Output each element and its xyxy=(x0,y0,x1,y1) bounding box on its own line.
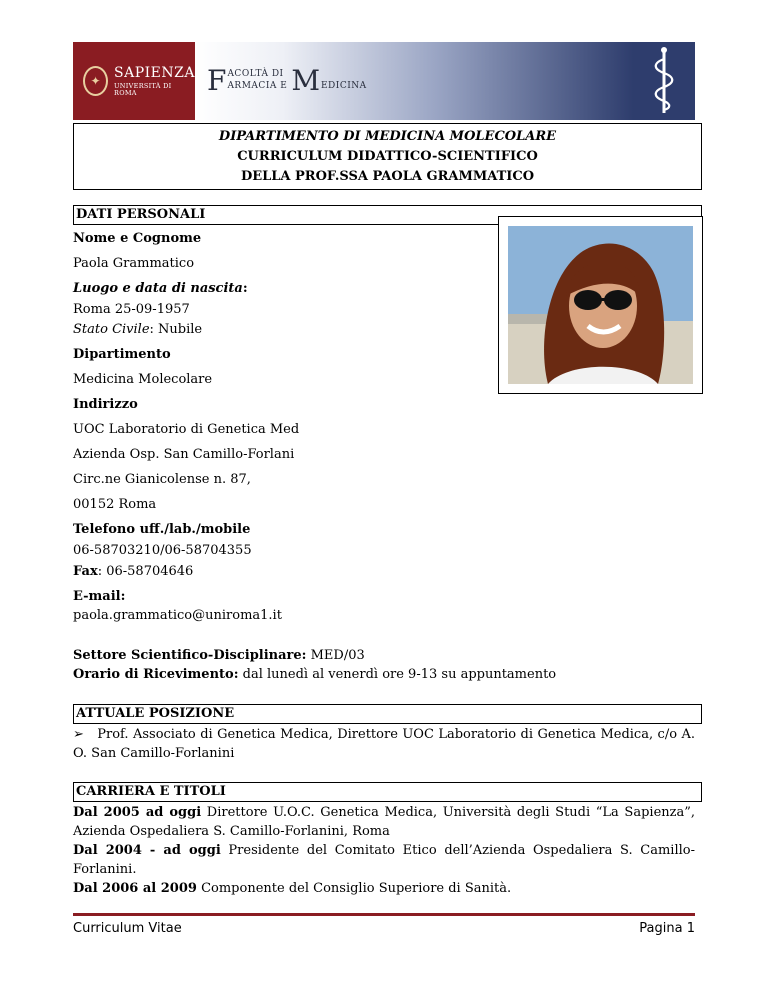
birth-colon: : xyxy=(242,281,248,296)
address-label: Indirizzo xyxy=(73,397,138,412)
email-value[interactable]: paola.grammatico@uniroma1.it xyxy=(73,608,282,623)
civil-label: Stato Civile xyxy=(73,322,150,337)
document-title: CURRICULUM DIDATTICO-SCIENTIFICO xyxy=(237,149,538,164)
university-logo xyxy=(73,42,195,120)
portrait-image xyxy=(508,226,693,384)
birth-label: Luogo e data di nascita xyxy=(73,281,243,296)
faculty-line-1b: ARMACIA E xyxy=(227,81,288,91)
document-header xyxy=(73,123,702,190)
civil-value: : Nubile xyxy=(149,322,203,337)
caduceus-panel xyxy=(633,42,695,120)
name-value: Paola Grammatico xyxy=(73,256,195,271)
hours-value: dal lunedì al venerdì ore 9-13 su appuntamento xyxy=(238,667,557,682)
fax-label: Fax xyxy=(73,564,98,579)
document-subtitle: DELLA PROF.SSA PAOLA GRAMMATICO xyxy=(240,169,535,184)
profile-photo xyxy=(508,226,693,384)
phone-value: 06-58703210/06-58704355 xyxy=(73,543,252,558)
faculty-line-2: EDICINA xyxy=(320,81,367,91)
address-line-3: Circ.ne Gianicolense n. 87, xyxy=(73,472,251,487)
position-description: Prof. Associato di Genetica Medica, Direttore UOC Laboratorio di Genetica Medica, c/o A. O. San Camillo-Forlanini xyxy=(73,727,695,761)
header-banner xyxy=(73,42,695,120)
faculty-letter-m: M xyxy=(291,64,320,97)
career-entry xyxy=(73,841,695,879)
faculty-line-1a: ACOLTÀ DI xyxy=(227,69,284,80)
career-period: Dal 2004 - ad oggi xyxy=(73,843,221,858)
section-current-position: ATTUALE POSIZIONE xyxy=(73,704,702,724)
section-career: CARRIERA E TITOLI xyxy=(73,782,702,802)
ssd-value: MED/03 xyxy=(306,648,365,663)
university-seal-icon: ✦ xyxy=(83,66,108,96)
hours-label: Orario di Ricevimento: xyxy=(73,667,239,682)
career-text: Componente del Consiglio Superiore di Sanità. xyxy=(196,881,512,896)
career-period: Dal 2006 al 2009 xyxy=(73,881,197,896)
career-text: Direttore U.O.C. Genetica Medica, Università degli Studi “La Sapienza”, Azienda Ospedaliera S. Camillo-Forlanini, Roma xyxy=(73,805,696,839)
section-personal-data: DATI PERSONALI xyxy=(73,205,702,225)
birth-value: Roma 25-09-1957 xyxy=(73,302,190,317)
ssd-label: Settore Scientifico-Disciplinare: xyxy=(73,648,307,663)
address-line-1: UOC Laboratorio di Genetica Med xyxy=(73,422,300,437)
profile-photo-frame xyxy=(498,216,703,394)
email-label: E-mail: xyxy=(73,589,126,604)
department-value: Medicina Molecolare xyxy=(73,372,213,387)
career-period: Dal 2005 ad oggi xyxy=(73,805,202,820)
phone-label: Telefono uff./lab./mobile xyxy=(73,522,251,537)
career-entry xyxy=(73,879,695,898)
department-title: DIPARTIMENTO DI MEDICINA MOLECOLARE xyxy=(218,129,557,144)
caduceus-icon xyxy=(649,45,679,117)
page-number: Pagina 1 xyxy=(639,921,695,936)
career-entry xyxy=(73,803,695,841)
department-label: Dipartimento xyxy=(73,347,171,362)
career-text: Presidente del Comitato Etico dell’Azienda Ospedaliera S. Camillo-Forlanini. xyxy=(73,843,695,877)
arrow-bullet-icon: ➢ xyxy=(73,727,84,742)
faculty-letter-f: F xyxy=(207,64,227,97)
name-label: Nome e Cognome xyxy=(73,231,202,246)
footer-title: Curriculum Vitae xyxy=(73,921,182,936)
faculty-logo xyxy=(195,42,633,120)
position-text xyxy=(73,725,695,763)
footer-divider xyxy=(73,913,695,916)
university-name: SAPIENZA xyxy=(114,65,195,81)
university-subtitle: UNIVERSITÀ DI ROMA xyxy=(114,82,172,97)
fax-value: : 06-58704646 xyxy=(97,564,194,579)
address-line-2: Azienda Osp. San Camillo-Forlani xyxy=(73,447,295,462)
address-line-4: 00152 Roma xyxy=(73,497,157,512)
